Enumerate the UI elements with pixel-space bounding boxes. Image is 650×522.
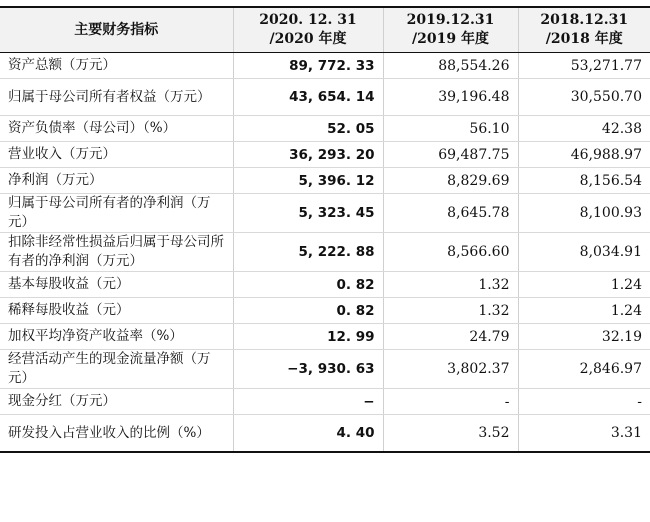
value-2018: 1.24 — [518, 272, 650, 298]
financial-indicators-table — [0, 6, 650, 453]
header-2019: 2019.12.31 /2019 年度 — [383, 7, 518, 53]
value-2019: 39,196.48 — [383, 79, 518, 116]
value-2019: 56.10 — [383, 116, 518, 142]
value-2018: 1.24 — [518, 298, 650, 324]
value-2019: 69,487.75 — [383, 142, 518, 168]
table-row — [0, 415, 650, 453]
value-2020: 36, 293. 20 — [233, 142, 383, 168]
table-row — [0, 142, 650, 168]
value-2019: 8,829.69 — [383, 168, 518, 194]
value-2020: −3, 930. 63 — [233, 350, 383, 389]
row-label: 净利润（万元） — [0, 168, 233, 194]
value-2019: 88,554.26 — [383, 53, 518, 79]
value-2018: 53,271.77 — [518, 53, 650, 79]
value-2020: 5, 222. 88 — [233, 233, 383, 272]
row-label: 基本每股收益（元） — [0, 272, 233, 298]
table-row — [0, 168, 650, 194]
value-2018: 8,100.93 — [518, 194, 650, 233]
value-2020: 0. 82 — [233, 298, 383, 324]
row-label: 稀释每股收益（元） — [0, 298, 233, 324]
value-2020: 5, 323. 45 — [233, 194, 383, 233]
table-row — [0, 53, 650, 79]
row-label: 营业收入（万元） — [0, 142, 233, 168]
value-2018: 46,988.97 — [518, 142, 650, 168]
financial-indicators-table-wrapper — [0, 6, 650, 453]
row-label: 资产负债率（母公司）（%） — [0, 116, 233, 142]
value-2020: 0. 82 — [233, 272, 383, 298]
row-label: 经营活动产生的现金流量净额（万元） — [0, 350, 233, 389]
value-2019: 1.32 — [383, 272, 518, 298]
value-2018: 8,034.91 — [518, 233, 650, 272]
table-row — [0, 116, 650, 142]
value-2020: 5, 396. 12 — [233, 168, 383, 194]
value-2018: 3.31 — [518, 415, 650, 453]
value-2018: - — [518, 389, 650, 415]
value-2020: 4. 40 — [233, 415, 383, 453]
row-label: 扣除非经常性损益后归属于母公司所有者的净利润（万元） — [0, 233, 233, 272]
value-2019: 3.52 — [383, 415, 518, 453]
value-2020: − — [233, 389, 383, 415]
row-label: 研发投入占营业收入的比例（%） — [0, 415, 233, 453]
header-row — [0, 7, 650, 53]
table-row — [0, 79, 650, 116]
value-2019: 3,802.37 — [383, 350, 518, 389]
row-label: 归属于母公司所有者权益（万元） — [0, 79, 233, 116]
table-row — [0, 272, 650, 298]
value-2019: 8,566.60 — [383, 233, 518, 272]
header-2018: 2018.12.31 /2018 年度 — [518, 7, 650, 53]
value-2018: 30,550.70 — [518, 79, 650, 116]
header-indicator: 主要财务指标 — [0, 7, 233, 53]
row-label: 加权平均净资产收益率（%） — [0, 324, 233, 350]
value-2018: 42.38 — [518, 116, 650, 142]
value-2019: 1.32 — [383, 298, 518, 324]
value-2019: - — [383, 389, 518, 415]
row-label: 资产总额（万元） — [0, 53, 233, 79]
value-2020: 89, 772. 33 — [233, 53, 383, 79]
table-row — [0, 350, 650, 389]
row-label: 归属于母公司所有者的净利润（万元） — [0, 194, 233, 233]
value-2018: 32.19 — [518, 324, 650, 350]
value-2018: 2,846.97 — [518, 350, 650, 389]
table-row — [0, 233, 650, 272]
table-row — [0, 194, 650, 233]
value-2018: 8,156.54 — [518, 168, 650, 194]
table-row — [0, 298, 650, 324]
value-2020: 52. 05 — [233, 116, 383, 142]
value-2020: 43, 654. 14 — [233, 79, 383, 116]
row-label: 现金分红（万元） — [0, 389, 233, 415]
table-row — [0, 324, 650, 350]
table-row — [0, 389, 650, 415]
value-2020: 12. 99 — [233, 324, 383, 350]
value-2019: 24.79 — [383, 324, 518, 350]
value-2019: 8,645.78 — [383, 194, 518, 233]
header-2020: 2020. 12. 31 /2020 年度 — [233, 7, 383, 53]
